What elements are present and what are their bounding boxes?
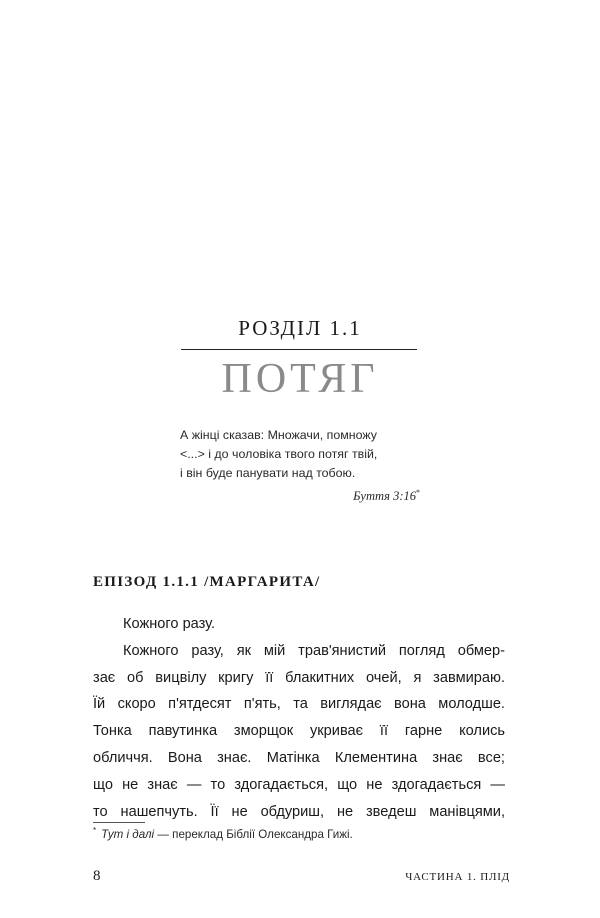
chapter-divider (181, 349, 417, 350)
footnote-reference-mark: * (416, 488, 420, 497)
page-number: 8 (93, 868, 101, 884)
epigraph-source-text: Буття 3:16 (353, 489, 416, 504)
paragraph-line: обличчя. Вона знає. Матінка Клементина знає все; (93, 749, 505, 766)
epigraph-source (300, 488, 420, 504)
paragraph-line: що не знає — то здогадається, що не здогадається — (93, 776, 505, 793)
footnote (93, 826, 513, 841)
footnote-text: — переклад Біблії Олександра Гижі. (154, 827, 353, 841)
footnote-mark: * (93, 826, 97, 835)
chapter-label: РОЗДІЛ 1.1 (238, 316, 362, 340)
paragraph-line: Тонка павутинка зморщок укриває її гарне колись (93, 723, 505, 740)
running-footer: ЧАСТИНА 1. ПЛІД (405, 871, 510, 883)
paragraph-line: Кожного разу, як мій трав'янистий погляд обмер- (123, 642, 505, 659)
paragraph-line: зає об вицвілу кригу її блакитних очей, я завмираю. (93, 669, 505, 686)
footnote-divider (93, 822, 145, 823)
paragraph-line: то нашепчуть. Її не обдуриш, не зведеш манівцями, (93, 803, 505, 820)
chapter-title: ПОТЯГ (221, 356, 379, 402)
body-text (93, 611, 505, 825)
footnote-italic-text: Тут і далі (101, 827, 155, 841)
epigraph-line: і він буде панувати над тобою. (180, 466, 356, 480)
epigraph-line: А жінці сказав: Множачи, помножу (180, 428, 377, 442)
paragraph-line: Кожного разу. (123, 616, 216, 632)
episode-heading: ЕПІЗОД 1.1.1 /МАРГАРИТА/ (93, 574, 321, 590)
epigraph (180, 426, 430, 483)
paragraph-line: Їй скоро п'ятдесят п'ять, та виглядає вона молодше. (93, 696, 505, 713)
epigraph-line: <...> і до чоловіка твого потяг твій, (180, 447, 378, 461)
